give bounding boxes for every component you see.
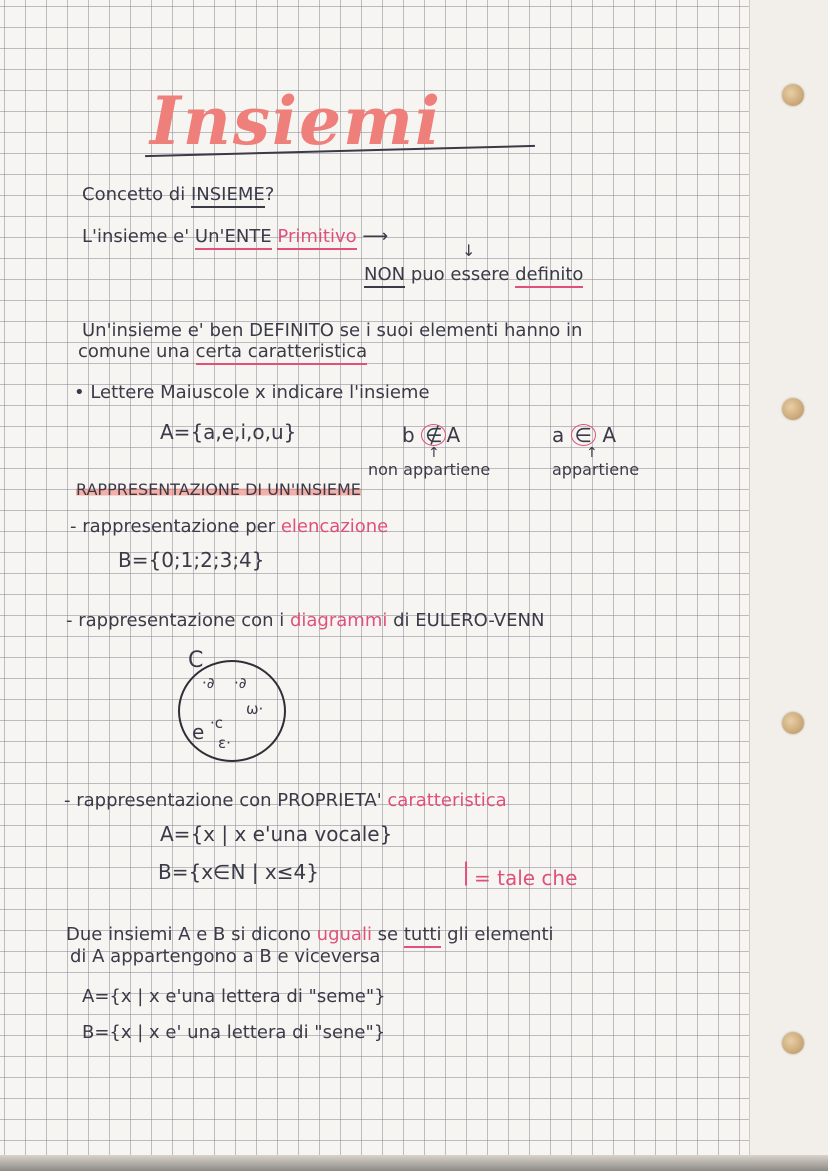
rappresentazione-heading: RAPPRESENTAZIONE DI UN'INSIEME bbox=[76, 480, 361, 499]
tale-che-bar: | bbox=[462, 858, 471, 886]
rep1-prefix: - rappresentazione per bbox=[70, 516, 281, 537]
rep2-suffix: di EULERO-VENN bbox=[387, 610, 545, 631]
caratteristica-word: caratteristica bbox=[387, 790, 507, 811]
page-title: Insiemi bbox=[150, 82, 442, 160]
b-set: A bbox=[446, 423, 461, 447]
rep3-prefix: - rappresentazione con PROPRIETA' bbox=[64, 790, 388, 811]
b-element: b bbox=[402, 423, 415, 447]
uguali-prefix: Due insiemi A e B si dicono bbox=[66, 924, 317, 945]
rep2-prefix: - rappresentazione con i bbox=[66, 610, 290, 631]
uguali-line-2: di A appartengono a B e viceversa bbox=[70, 946, 381, 967]
in-symbol: ∈ bbox=[571, 424, 596, 446]
venn-set-label: C bbox=[188, 648, 204, 673]
not-in-symbol: ∉ bbox=[421, 424, 446, 446]
venn-element: ·∂ bbox=[202, 674, 215, 692]
tale-che-label: = tale che bbox=[474, 866, 578, 890]
def-line-1: Un'insieme e' ben DEFINITO se i suoi elementi hanno in bbox=[82, 320, 583, 341]
venn-element: e bbox=[192, 720, 205, 744]
belongs-expression bbox=[552, 424, 616, 446]
uguali-se: se bbox=[371, 924, 404, 945]
caratteristica-phrase: certa caratteristica bbox=[196, 341, 368, 365]
concetto-line bbox=[82, 186, 274, 204]
right-margin bbox=[749, 0, 828, 1171]
uguali-word: uguali bbox=[316, 924, 372, 945]
insieme-prefix: L'insieme e' bbox=[82, 226, 195, 247]
set-a: A={a,e,i,o,u} bbox=[160, 420, 297, 444]
concetto-prefix: Concetto di bbox=[82, 184, 191, 205]
a-element: a bbox=[552, 423, 565, 447]
primitivo-word: Primitivo bbox=[277, 226, 356, 250]
def-line-2 bbox=[78, 343, 367, 361]
binder-hole bbox=[782, 1032, 804, 1054]
set-b-property: B={x∈N | x≤4} bbox=[158, 860, 319, 884]
arrow-line: ⟶ bbox=[362, 226, 389, 247]
definito-word: definito bbox=[515, 264, 583, 288]
up-arrow-icon: ↑ bbox=[586, 445, 598, 461]
binder-hole bbox=[782, 84, 804, 106]
puo-essere: puo essere bbox=[405, 264, 516, 285]
non-appartiene-label: non appartiene bbox=[368, 460, 491, 479]
concetto-word: INSIEME bbox=[191, 184, 265, 208]
elencazione-word: elencazione bbox=[280, 516, 389, 537]
equal-set-b: B={x | x e' una lettera di "sene"} bbox=[82, 1022, 386, 1043]
rep-elencazione-line bbox=[70, 518, 388, 536]
rep-venn-line bbox=[66, 612, 544, 630]
venn-element: ε· bbox=[218, 734, 231, 752]
non-definito-line bbox=[364, 266, 583, 284]
equal-set-a: A={x | x e'una lettera di "seme"} bbox=[82, 986, 386, 1007]
venn-diagram bbox=[178, 660, 286, 762]
a-set: A bbox=[602, 423, 617, 447]
tutti-word: tutti bbox=[404, 924, 442, 948]
venn-element: ·c bbox=[210, 714, 224, 732]
not-belongs-expression bbox=[402, 424, 460, 446]
venn-element: ·∂ bbox=[234, 674, 247, 692]
appartiene-label: appartiene bbox=[552, 460, 640, 479]
uguali-suffix: gli elementi bbox=[441, 924, 554, 945]
venn-element: ω· bbox=[246, 700, 264, 718]
binder-hole bbox=[782, 398, 804, 420]
lettere-line: • Lettere Maiuscole x indicare l'insieme bbox=[74, 382, 430, 403]
set-a-property: A={x | x e'una vocale} bbox=[160, 822, 393, 846]
up-arrow-icon: ↑ bbox=[428, 445, 440, 461]
page-bottom-edge bbox=[0, 1155, 828, 1171]
arrow-down-icon: ↓ bbox=[462, 241, 476, 260]
uguali-line-1 bbox=[66, 926, 554, 944]
diagrammi-word: diagrammi bbox=[289, 610, 388, 631]
rep-proprieta-line bbox=[64, 792, 507, 810]
insieme-line bbox=[82, 228, 388, 246]
ente-word: Un'ENTE bbox=[195, 226, 272, 250]
non-word: NON bbox=[364, 264, 405, 288]
binder-hole bbox=[782, 712, 804, 734]
concetto-suffix: ? bbox=[264, 184, 275, 205]
set-b: B={0;1;2;3;4} bbox=[118, 548, 265, 572]
def-line-2-prefix: comune una bbox=[78, 341, 196, 362]
